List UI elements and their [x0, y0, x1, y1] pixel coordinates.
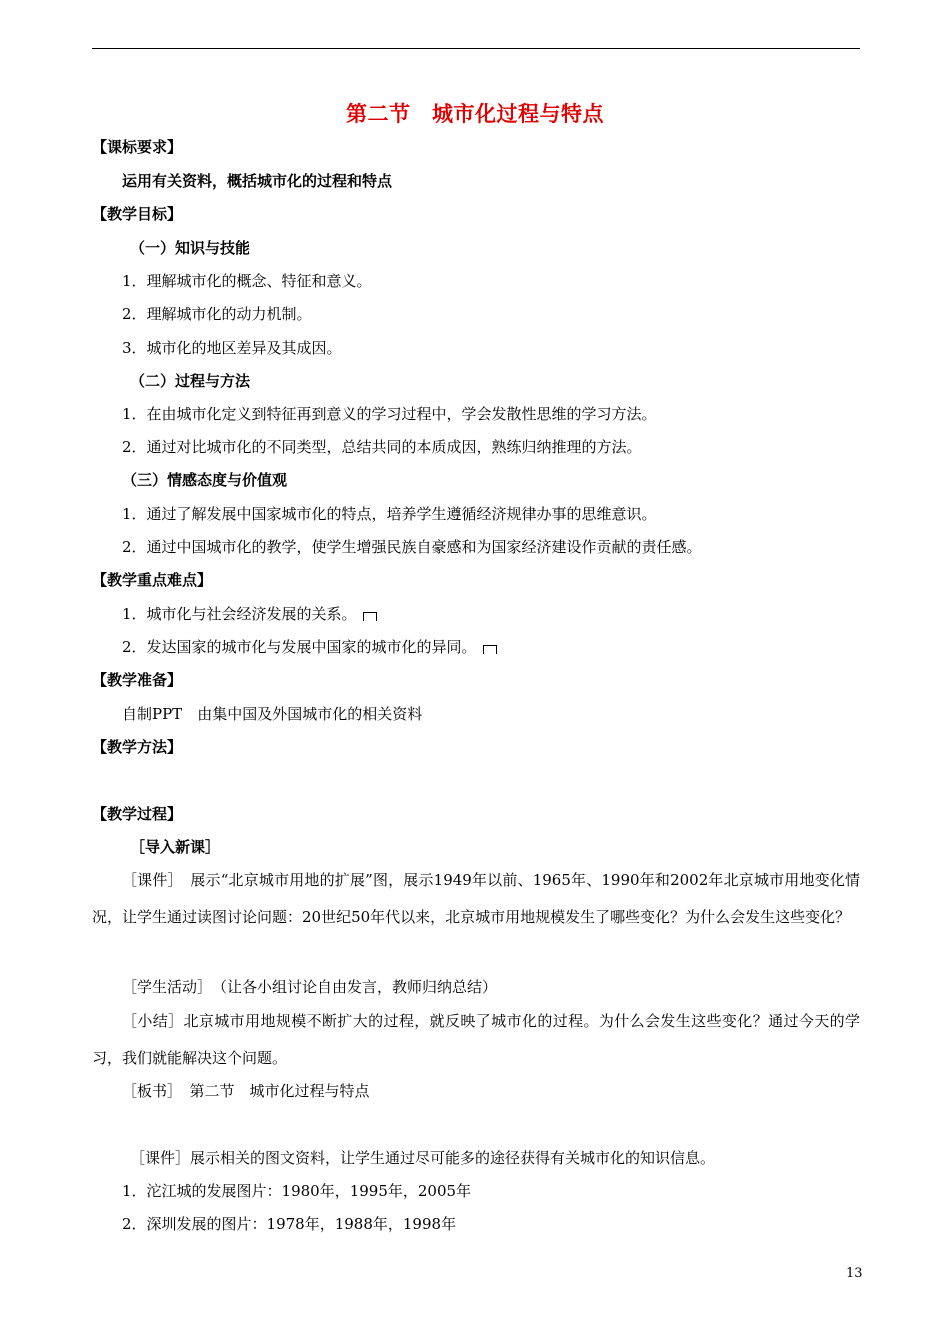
page-number: 13 [846, 1266, 863, 1281]
list-item-text: 2．发达国家的城市化与发展中国家的城市化的异同。 [122, 638, 477, 656]
emotion-heading: （三）情感态度与价值观 [122, 471, 288, 489]
key-heading: 【教学重点难点】 [92, 571, 213, 589]
list-item: 1．通过了解发展中国家城市化的特点，培养学生遵循经济规律办事的思维意识。 [122, 505, 657, 523]
list-item: 2．通过中国城市化的教学，使学生增强民族自豪感和为国家经济建设作贡献的责任感。 [122, 538, 702, 556]
knowledge-heading: （一）知识与技能 [130, 239, 251, 257]
list-item: 1．沱江城的发展图片：1980年，1995年，2005年 [122, 1182, 472, 1200]
process-heading: （二）过程与方法 [130, 372, 251, 390]
method-heading: 【教学方法】 [92, 738, 183, 756]
prep-text: 自制PPT 由集中国及外国城市化的相关资料 [122, 705, 423, 723]
edit-mark-icon [483, 645, 497, 654]
list-item: 1．在由城市化定义到特征再到意义的学习过程中，学会发散性思维的学习方法。 [122, 405, 657, 423]
courseware2-text: ［课件］展示相关的图文资料，让学生通过尽可能多的途径获得有关城市化的知识信息。 [130, 1149, 716, 1167]
intro-heading: ［导入新课］ [130, 838, 221, 856]
courseware-paragraph: ［课件］ 展示“北京城市用地的扩展”图，展示1949年以前、1965年、1990年和2002年北京城市用地变化情况，让学生通过读图讨论问题：20世纪50年代以来，北京城市用地规模发生了哪些变化？为什么会发生这些变化？ [92, 871, 860, 926]
header-rule [92, 48, 860, 49]
page-title: 第二节 城市化过程与特点 [346, 102, 604, 126]
list-item: 2．通过对比城市化的不同类型，总结共同的本质成因，熟练归纳推理的方法。 [122, 438, 642, 456]
summary-paragraph: ［小结］北京城市用地规模不断扩大的过程，就反映了城市化的过程。为什么会发生这些变化？通过今天的学习，我们就能解决这个问题。 [92, 1012, 860, 1067]
activity-text: ［学生活动］ （让各小组讨论自由发言，教师归纳总结） [122, 978, 498, 996]
board-text: ［板书］ 第二节 城市化过程与特点 [122, 1082, 370, 1100]
standards-text: 运用有关资料，概括城市化的过程和特点 [122, 172, 393, 190]
list-item [122, 604, 377, 624]
goals-heading: 【教学目标】 [92, 205, 183, 223]
list-item-text: 1．城市化与社会经济发展的关系。 [122, 605, 357, 623]
list-item: 3．城市化的地区差异及其成因。 [122, 339, 342, 357]
list-item [122, 637, 497, 657]
standards-heading: 【课标要求】 [92, 138, 183, 156]
prep-heading: 【教学准备】 [92, 671, 183, 689]
list-item: 1．理解城市化的概念、特征和意义。 [122, 272, 372, 290]
list-item: 2．理解城市化的动力机制。 [122, 305, 312, 323]
process-main-heading: 【教学过程】 [92, 805, 183, 823]
edit-mark-icon [363, 612, 377, 621]
list-item: 2．深圳发展的图片：1978年，1988年，1998年 [122, 1215, 457, 1233]
